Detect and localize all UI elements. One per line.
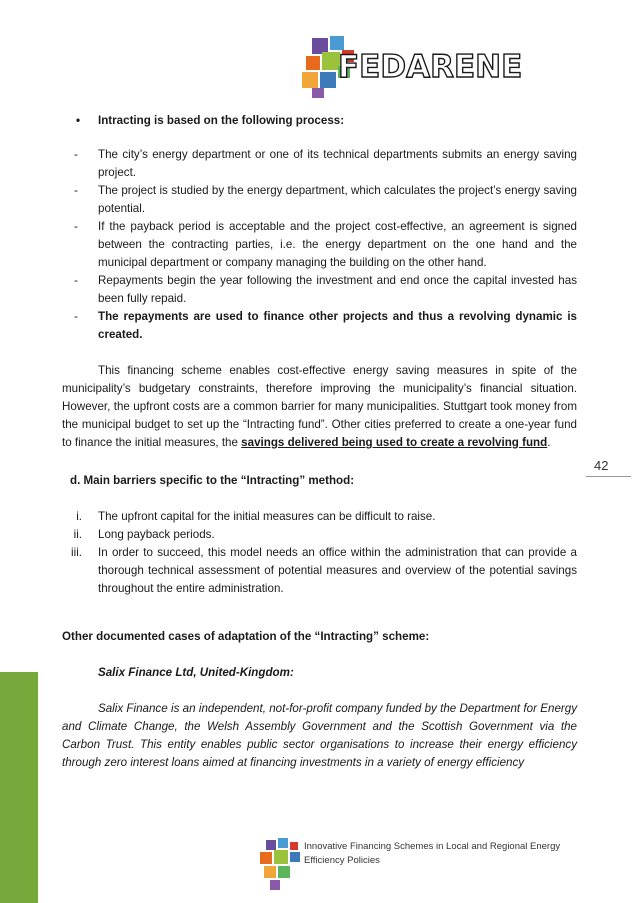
list-item: - The repayments are used to finance other projects and thus a revolving dynamic is created. <box>74 310 577 341</box>
other-cases-heading: Other documented cases of adaptation of the “Intracting” scheme: <box>62 630 430 643</box>
list-item: - Repayments begin the year following the investment and end once the capital invested has been fully repaid. <box>74 274 577 305</box>
footer-logo-mosaic <box>260 838 304 892</box>
case-paragraph: Salix Finance is an independent, not-for-profit company funded by the Department for Energy and Climate Change, the Welsh Assembly Government and the Scottish Government via the Carbon Trust. This entity enables public sector organisations to increase their energy efficiency through zero interest loans aimed at financing investments in a variety of energy efficiency <box>62 702 577 769</box>
document-body <box>62 112 577 772</box>
underlined-phrase: savings delivered being used to create a revolving fund <box>241 436 548 449</box>
process-steps-list <box>62 146 577 344</box>
page-number: 42 <box>594 458 609 473</box>
list-item: iii. In order to succeed, this model needs an office within the administration that can provide a thorough technical assessment of potential measures and overview of the potential savings throughout the entire administration. <box>71 546 577 595</box>
case-title: Salix Finance Ltd, United-Kingdom: <box>98 666 294 679</box>
page-number-divider <box>586 476 631 477</box>
intro-bullet-text: Intracting is based on the following process: <box>98 114 345 127</box>
green-side-bar <box>0 672 38 903</box>
fedarene-logo <box>302 36 523 98</box>
footer-text: Innovative Financing Schemes in Local and Regional Energy Efficiency Policies <box>304 841 561 866</box>
scheme-paragraph: This financing scheme enables cost-effective energy saving measures in spite of the municipality’s budgetary constraints, therefore improving the municipality’s financial situation. However, the upfront costs are a common barrier for many municipalities. Stuttgart took money from the municipal budget to set up the “Intracting fund”. Other cities preferred to create a one-year fund to finance the initial measures, the savings delivered being used to create a revolving fund. <box>62 364 577 449</box>
logo-wordmark: FEDARENE <box>338 49 523 85</box>
barriers-list <box>62 508 577 598</box>
list-item: - If the payback period is acceptable and the project cost-effective, an agreement is signed between the contracting parties, i.e. the energy department on the one hand and the municipal department or company managing the building on the other hand. <box>74 220 577 269</box>
list-item: - The project is studied by the energy department, which calculates the project’s energy saving potential. <box>74 184 577 215</box>
intro-bullet <box>62 112 577 130</box>
list-item: i. The upfront capital for the initial measures can be difficult to raise. <box>76 510 436 523</box>
list-item: - The city’s energy department or one of its technical departments submits an energy saving project. <box>74 148 577 179</box>
barriers-heading: d. Main barriers specific to the “Intracting” method: <box>70 474 355 487</box>
list-item: ii. Long payback periods. <box>73 528 215 541</box>
bullet-symbol: • <box>76 114 81 127</box>
